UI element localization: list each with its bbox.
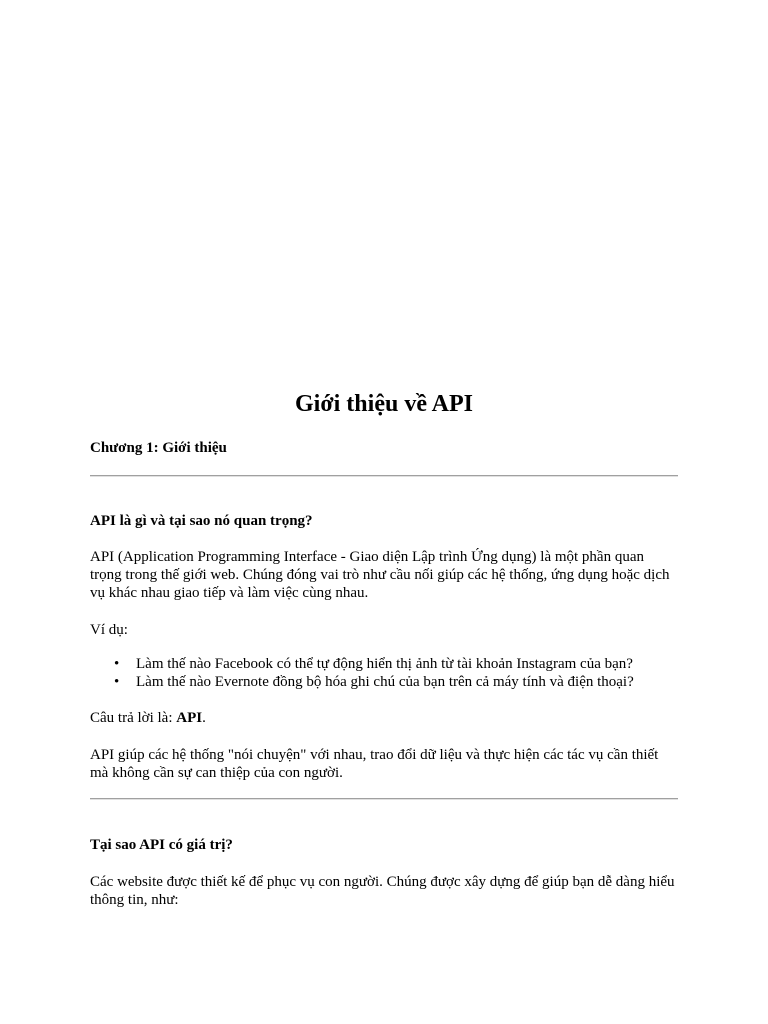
horizontal-rule-2 xyxy=(90,798,678,800)
answer-suffix: . xyxy=(202,710,206,726)
section1-heading: API là gì và tại sao nó quan trọng? xyxy=(90,513,313,529)
section1-intro-paragraph: API (Application Programming Interface - Giao diện Lập trình Ứng dụng) là một phần quan trọng trong thế giới web. Chúng đóng vai trò như cầu nối giúp các hệ thống, ứng dụng hoặc dịch vụ khác nhau giao tiếp và làm việc cùng nhau. xyxy=(90,549,670,601)
answer-prefix: Câu trả lời là: xyxy=(90,710,177,726)
example-label: Ví dụ: xyxy=(90,622,128,638)
chapter-heading: Chương 1: Giới thiệu xyxy=(90,440,227,456)
horizontal-rule-1 xyxy=(90,475,678,477)
example-item-2: • Làm thế nào Evernote đồng bộ hóa ghi chú của bạn trên cả máy tính và điện thoại? xyxy=(136,673,678,691)
section1-closing-paragraph: API giúp các hệ thống "nói chuyện" với nhau, trao đổi dữ liệu và thực hiện các tác vụ cần thiết mà không cần sự can thiệp của con người. xyxy=(90,747,659,781)
answer-paragraph xyxy=(90,709,678,727)
example-item-1: • Làm thế nào Facebook có thể tự động hiển thị ảnh từ tài khoản Instagram của bạn? xyxy=(136,655,678,673)
document-title: Giới thiệu về API xyxy=(295,391,473,417)
answer-bold-term: API xyxy=(176,710,203,726)
examples-list xyxy=(90,655,678,691)
section2-intro-paragraph: Các website được thiết kế để phục vụ con người. Chúng được xây dựng để giúp bạn dễ dàng hiểu thông tin, như: xyxy=(90,874,675,908)
section2-heading: Tại sao API có giá trị? xyxy=(90,837,233,853)
